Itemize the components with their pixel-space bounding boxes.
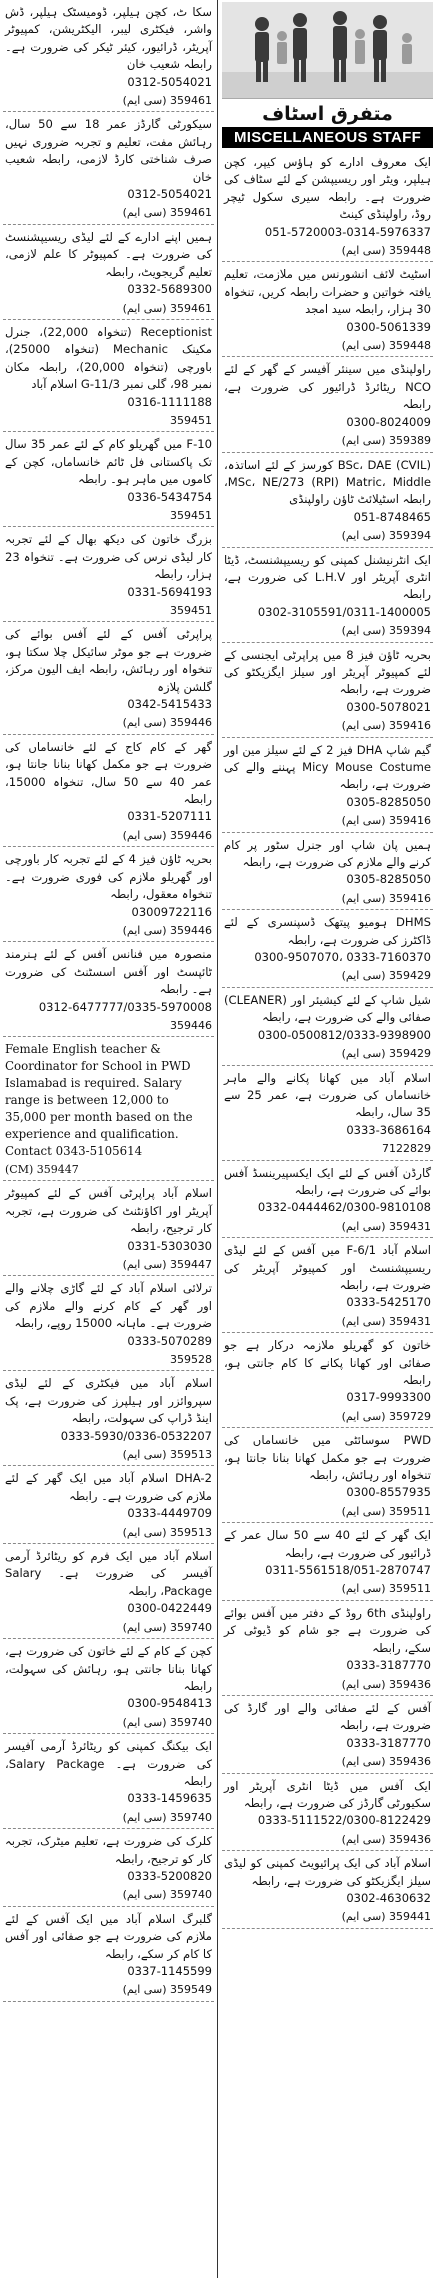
ad-code: 359451	[170, 604, 212, 617]
classified-ad	[3, 1544, 214, 1639]
ad-code: (CM) 359447	[5, 1163, 79, 1177]
classified-ad	[3, 1907, 214, 2002]
ad-text: اسلام آباد میں فیکٹری کے لئے لیڈی سپروائزر اور ہیلپرز کی ضرورت ہے، پک اینڈ ڈراپ کی سہولت، رابطہ	[5, 1376, 212, 1426]
ad-text: آفس کے لئے صفائی والے اور گارڈ کی ضرورت ہے، رابطہ	[224, 1700, 431, 1733]
ad-text: سکا ٹ، کچن ہیلپر، ڈومیسٹک ہیلپر، ڈش واشر، فیکٹری لیبر، الیکٹریشن، کمپیوٹر آپریٹر، ڈرائیور، کیئر ٹیکر کی ضرورت ہے۔ رابطہ شعیب خان	[5, 5, 212, 72]
ad-phone: 0331-5303030	[127, 1238, 212, 1253]
classified-ad	[222, 833, 433, 911]
classified-ad	[3, 1639, 214, 1734]
ad-code: 359528	[170, 1353, 212, 1366]
ad-code: (سی ایم) 359446	[122, 923, 212, 937]
ad-code: (سی ایم) 359436	[341, 1677, 431, 1691]
ad-code: (سی ایم) 359740	[122, 1810, 212, 1824]
classified-ad	[222, 1851, 433, 1929]
classified-ad	[3, 0, 214, 112]
business-people-illustration	[222, 2, 433, 98]
ad-phone: 0312-5054021	[127, 187, 212, 202]
ad-text: اسلام آباد F-6/1 میں آفس کے لئے لیڈی ریسیپشنسٹ اور کمپیوٹر آپریٹر کی ضرورت ہے، رابطہ	[224, 1243, 432, 1292]
ad-phone: 0331-5207111	[127, 809, 212, 824]
ad-text: ہمیں اپنے ادارے کے لئے لیڈی ریسیپشنسٹ کی ضرورت ہے۔ کمپیوٹر کا علم لازمی، تعلیم گریجویٹ، رابطہ	[5, 229, 212, 279]
ad-text: راولپنڈی 6th روڈ کے دفتر میں آفس بوائے کی ضرورت ہے جو شام کو ڈیوٹی کر سکے، رابطہ	[224, 1605, 431, 1655]
classified-ad	[3, 847, 214, 942]
ad-code: (سی ایم) 359416	[341, 814, 431, 828]
column-divider	[217, 0, 218, 2278]
classified-ad	[3, 1829, 214, 1907]
ad-code: (سی ایم) 359511	[341, 1582, 431, 1596]
ad-phone: 0300-9548413	[127, 1696, 212, 1711]
ad-phone: 0300-8557935	[346, 1485, 431, 1500]
classified-ad	[3, 1037, 214, 1181]
classified-ad	[222, 453, 433, 548]
ad-text: شیل شاپ کے لئے کیشیئر اور (CLEANER) صفائی والے کی ضرورت ہے، رابطہ	[224, 992, 431, 1025]
classified-ad	[222, 150, 433, 262]
ad-phone: 051-5720003-0314-5976337	[264, 224, 431, 239]
ad-phone: 03009722116	[131, 904, 212, 919]
ad-text: DHA-2 اسلام آباد میں ایک گھر کے لئے ملازم کی ضرورت ہے۔ رابطہ	[5, 1471, 212, 1503]
ad-text: ایک معروف ادارے کو ہاؤس کیپر، کچن ہیلپر، ویٹر اور ریسیپشن کے لئے سٹاف کی ضرورت ہے۔ رابطہ سیری سکول ٹیچر روڈ، راولپنڈی کینٹ	[224, 155, 431, 222]
ad-phone: 0302-3105591/0311-1400005	[257, 604, 431, 619]
ad-phone: 0332-5689300	[127, 282, 212, 297]
classified-ad	[3, 1371, 214, 1466]
ad-phone: 0333-5930/0336-0532207	[60, 1428, 212, 1443]
ad-code: (سی ایم) 359416	[341, 891, 431, 905]
header-photo	[222, 2, 433, 99]
ad-code: 359451	[170, 508, 212, 522]
ad-text: Receptionist (تنخواہ 22,000)، جنرل مکینک Mechanic (تنخواہ 25000)، باورچی (تنخواہ 20,000)، رابطہ مکان نمبر 98، گلی نمبر G-11/3 اسلام آباد	[5, 324, 213, 392]
classified-ad	[222, 738, 433, 833]
classified-ad	[3, 1734, 214, 1829]
ad-code: (سی ایم) 359448	[341, 339, 431, 353]
ad-code: (سی ایم) 359513	[122, 1448, 212, 1462]
ad-text: ترلائی اسلام آباد کے لئے گاڑی چلانے والے اور گھر کے کام کرنے والے ملازم کی ضرورت ہے۔ ماہانہ 15000 روپے، رابطہ	[5, 1281, 212, 1331]
ad-code: (سی ایم) 359436	[341, 1832, 431, 1846]
classified-ad	[3, 432, 214, 527]
section-title-english: MISCELLANEOUS STAFF	[222, 127, 433, 148]
ad-phone: 0333-5425170	[346, 1295, 431, 1310]
ad-phone: 0300-0422449	[127, 1601, 212, 1616]
ad-phone: 0302-4630632	[346, 1890, 431, 1905]
ad-code: (سی ایم) 359431	[341, 1219, 431, 1233]
ad-text: گیم شاپ DHA فیز 2 کے لئے سیلز مین اور Micy Mouse Costume پہننے والے کی ضرورت ہے، رابطہ	[224, 742, 431, 792]
ad-phone: 0300-8024009	[346, 414, 431, 429]
ad-phone: 0316-1111188	[127, 394, 212, 409]
left-column	[3, 0, 214, 2002]
ad-phone: 0333-4449709	[127, 1506, 212, 1521]
classified-ad	[222, 1066, 433, 1161]
ad-text: اسٹیٹ لائف انشورنس میں ملازمت، تعلیم یافتہ خواتین و حضرات رابطہ کریں، تنخواہ 30 ہزار، رابطہ سید امجد	[224, 267, 431, 317]
ad-phone: 0305-8285050	[346, 872, 431, 887]
ad-phone: 0336-5434754	[127, 489, 212, 504]
ad-text: اسلام آباد پراپرٹی آفس کے لئے کمپیوٹر آپریٹر اور اکاؤنٹنٹ کی ضرورت ہے، تجربہ کار ترجیح، رابطہ	[5, 1186, 212, 1236]
ad-phone: 0305-8285050	[346, 794, 431, 809]
ad-text: ایک بیکنگ کمپنی کو ریٹائرڈ آرمی آفیسر کی ضرورت ہے۔ Salary Package، رابطہ	[5, 1739, 212, 1788]
ad-text: گلبرگ اسلام آباد میں ایک آفس کے لئے ملازم کی ضرورت ہے جو صفائی اور آفس کا کام کر سکے، رابطہ	[5, 1911, 212, 1961]
ad-phone: 0333-1459635	[127, 1791, 212, 1806]
section-title-urdu: متفرق اسٹاف	[262, 103, 393, 125]
ad-code: (سی ایم) 359394	[341, 624, 431, 638]
ad-text: پراپرٹی آفس کے لئے آفس بوائے کی ضرورت ہے جو موٹر سائیکل چلا سکتا ہو، تنخواہ اور رہائش، رابطہ ایف الیون مرکز، گلشن پلازہ	[5, 627, 212, 694]
ad-phone: 0332-0444462/0300-9810108	[257, 1200, 431, 1215]
ad-phone: 0312-6477777/0335-5970008	[38, 999, 212, 1014]
classified-ad	[3, 1181, 214, 1276]
ad-code: (سی ایم) 359461	[122, 206, 212, 220]
ad-code: (سی ایم) 359549	[122, 1983, 212, 1997]
ad-text: سیکورٹی گارڈز عمر 18 سے 50 سال، رہائش مفت، تعلیم و تجربہ ضروری نہیں صرف شناختی کارڈ لازمی، رابطہ شعیب خان	[5, 117, 212, 184]
ad-code: (سی ایم) 359416	[341, 719, 431, 733]
ad-text: اسلام آباد میں ایک فرم کو ریٹائرڈ آرمی آفیسر کی ضرورت ہے۔ Salary Package، رابطہ	[5, 1549, 212, 1598]
ad-phone: 0331-5694193	[127, 584, 212, 599]
ad-code: (سی ایم) 359446	[122, 716, 212, 730]
ad-text: F-10 میں گھریلو کام کے لئے عمر 35 سال تک پاکستانی فل ٹائم خانساماں، کچن کے کاموں میں ماہر ہو۔ رابطہ	[5, 437, 213, 487]
ad-code: (سی ایم) 359461	[122, 94, 212, 108]
ad-text: گھر کے کام کاج کے لئے خانساماں کی ضرورت ہے جو مکمل کھانا بنانا جانتا ہو، عمر 40 سے 50 سال، تنخواہ 15000، رابطہ	[5, 739, 213, 807]
ad-code: (سی ایم) 359740	[122, 1715, 212, 1729]
ad-code: (سی ایم) 359511	[341, 1504, 431, 1518]
ad-text: DHMS ہومیو پیتھک ڈسپنسری کے لئے ڈاکٹرز کی ضرورت ہے، رابطہ	[224, 915, 431, 947]
ad-code: (سی ایم) 359441	[341, 1910, 431, 1924]
ad-text: ہمیں پان شاپ اور جنرل سٹور پر کام کرنے والے ملازم کی ضرورت ہے، رابطہ	[224, 837, 431, 870]
right-column	[222, 0, 433, 1929]
ad-code: (سی ایم) 359429	[341, 1047, 431, 1061]
ad-phone: 0333-5111522/0300-8122429	[257, 1813, 431, 1828]
ad-code: (سی ایم) 359394	[341, 529, 431, 543]
classified-ad	[3, 1466, 214, 1544]
classified-ad	[222, 1161, 433, 1239]
ad-text: خاتون کو گھریلو ملازمہ درکار ہے جو صفائی اور کھانا پکانے کا کام جانتی ہو، رابطہ	[224, 1338, 431, 1387]
ad-code: (سی ایم) 359436	[341, 1755, 431, 1769]
ad-phone: 0317-9993300	[346, 1390, 431, 1405]
ad-code: (سی ایم) 359447	[122, 1257, 212, 1271]
classified-ad	[3, 527, 214, 622]
ad-code: 359451	[170, 413, 212, 427]
ad-text: اسلام آباد کی ایک پرائیویٹ کمپنی کو لیڈی سیلز ایگزیکٹو کی ضرورت ہے، رابطہ	[224, 1856, 431, 1888]
classified-ad	[222, 548, 433, 643]
ad-phone: 0333-3686164	[346, 1122, 431, 1137]
ad-text: کچن کے کام کے لئے خاتون کی ضرورت ہے، کھانا بنانا جانتی ہو، رہائش کی سہولت، رابطہ	[5, 1644, 212, 1693]
ad-code: (سی ایم) 359431	[341, 1314, 431, 1328]
classified-ad	[3, 225, 214, 320]
ad-text: کلرک کی ضرورت ہے، تعلیم میٹرک، تجربہ کار کو ترجیح، رابطہ	[5, 1834, 212, 1866]
classified-ad	[222, 1238, 433, 1333]
ad-code: (سی ایم) 359513	[122, 1525, 212, 1539]
ad-code: (سی ایم) 359446	[122, 828, 212, 842]
ad-text: راولپنڈی میں سینئر آفیسر کے گھر کے لئے NCO ریٹائرڈ ڈرائیور کی ضرورت ہے، رابطہ	[224, 362, 431, 412]
classified-ad	[3, 1276, 214, 1371]
ad-text: منصورہ میں فنانس آفس کے لئے ہنرمند ٹائپسٹ اور آفس اسسٹنٹ کی ضرورت ہے۔ رابطہ	[5, 947, 212, 997]
classified-ad	[222, 1774, 433, 1852]
classified-ad	[222, 643, 433, 738]
ad-code: (سی ایم) 359448	[341, 244, 431, 258]
classified-ad	[3, 735, 214, 847]
ad-phone: 0300-9507070، 0333-7160370	[254, 950, 431, 965]
ad-text: ایک انٹرنیشنل کمپنی کو ریسیپشنسٹ، ڈیٹا انٹری آپریٹر اور L.H.V کی ضرورت ہے، رابطہ	[224, 552, 431, 602]
ad-code: (سی ایم) 359740	[122, 1620, 212, 1634]
ad-code: (سی ایم) 359429	[341, 969, 431, 983]
ad-code: 359446	[170, 1018, 212, 1032]
classified-ad	[3, 320, 214, 432]
classified-ad	[222, 1696, 433, 1774]
classified-ad	[222, 910, 433, 988]
ad-code: (سی ایم) 359729	[341, 1409, 431, 1423]
ad-phone: 0333-3187770	[346, 1658, 431, 1673]
classified-ad	[222, 262, 433, 357]
ad-phone: 0300-5061339	[346, 319, 431, 334]
ad-code: 7122829	[382, 1142, 431, 1156]
ad-text: Female English teacher & Coordinator for School in PWD Islamabad is required. Salary range is between 12,000 to 35,000 per month based on the experience and qualification. Contact 0343-5105614	[5, 1042, 193, 1159]
classified-ad	[3, 112, 214, 224]
ad-code: (سی ایم) 359389	[341, 434, 431, 448]
classified-ad	[222, 357, 433, 452]
ad-phone: 0333-5200820	[127, 1868, 212, 1883]
classified-ad	[222, 1601, 433, 1696]
ad-phone: 0312-5054021	[127, 74, 212, 89]
ad-text: بحریہ ٹاؤن فیز 8 میں پراپرٹی ایجنسی کے لئے کمپیوٹر آپریٹر اور سیلز ایگزیکٹو کی ضرورت ہے، رابطہ	[224, 647, 431, 697]
ad-phone: 0300-5078021	[346, 699, 431, 714]
classified-ad	[222, 1333, 433, 1428]
ad-phone: 0333-3187770	[346, 1735, 431, 1750]
ad-text: بحریہ ٹاؤن فیز 4 کے لئے تجربہ کار باورچی اور گھریلو ملازم کی فوری ضرورت ہے۔ تنخواہ معقول، رابطہ	[5, 852, 212, 902]
classified-ad	[3, 622, 214, 734]
ad-text: PWD سوسائٹی میں خانساماں کی ضرورت ہے جو مکمل کھانا بنانا جانتا ہو، تنخواہ اور رہائش، رابطہ	[224, 1433, 431, 1483]
ad-phone: 051-8748465	[353, 509, 431, 524]
ad-code: (سی ایم) 359461	[122, 301, 212, 315]
classified-ad	[222, 988, 433, 1066]
ad-text: اسلام آباد میں کھانا پکانے والے ماہر خانساماں کی ضرورت ہے، عمر 25 سے 35 سال، رابطہ	[224, 1070, 431, 1120]
classified-ad	[3, 942, 214, 1037]
classified-ad	[222, 1523, 433, 1601]
ad-text: ایک گھر کے لئے 40 سے 50 سال عمر کے ڈرائیور کی ضرورت ہے، رابطہ	[224, 1528, 431, 1560]
classified-ad	[222, 1428, 433, 1523]
ad-phone: 0311-5561518/051-2870747	[265, 1563, 431, 1578]
ad-phone: 0342-5415433	[127, 697, 212, 712]
ad-phone: 0333-5070289	[127, 1333, 212, 1348]
ad-code: (سی ایم) 359740	[122, 1888, 212, 1902]
ad-text: بزرگ خاتون کی دیکھ بھال کے لئے تجربہ کار لیڈی نرس کی ضرورت ہے۔ تنخواہ 23 ہزار، رابطہ	[5, 532, 212, 582]
ad-phone: 0300-0500812/0333-9398900	[257, 1027, 431, 1042]
ad-phone: 0337-1145599	[127, 1964, 212, 1978]
ad-text: گارڈن آفس کے لئے ایک ایکسپیرینسڈ آفس بوائے کی ضرورت ہے، رابطہ	[224, 1165, 431, 1197]
ad-text: BSc، DAE (CVIL) کورسز کے لئے اساتذہ، MSc، NE/273 (RPI) Matric، Middle، رابطہ اسٹیلائٹ ٹاؤن راولپنڈی	[224, 457, 431, 507]
ad-text: ایک آفس میں ڈیٹا انٹری آپریٹر اور سکیورٹی گارڈز کی ضرورت ہے، رابطہ	[224, 1778, 431, 1810]
